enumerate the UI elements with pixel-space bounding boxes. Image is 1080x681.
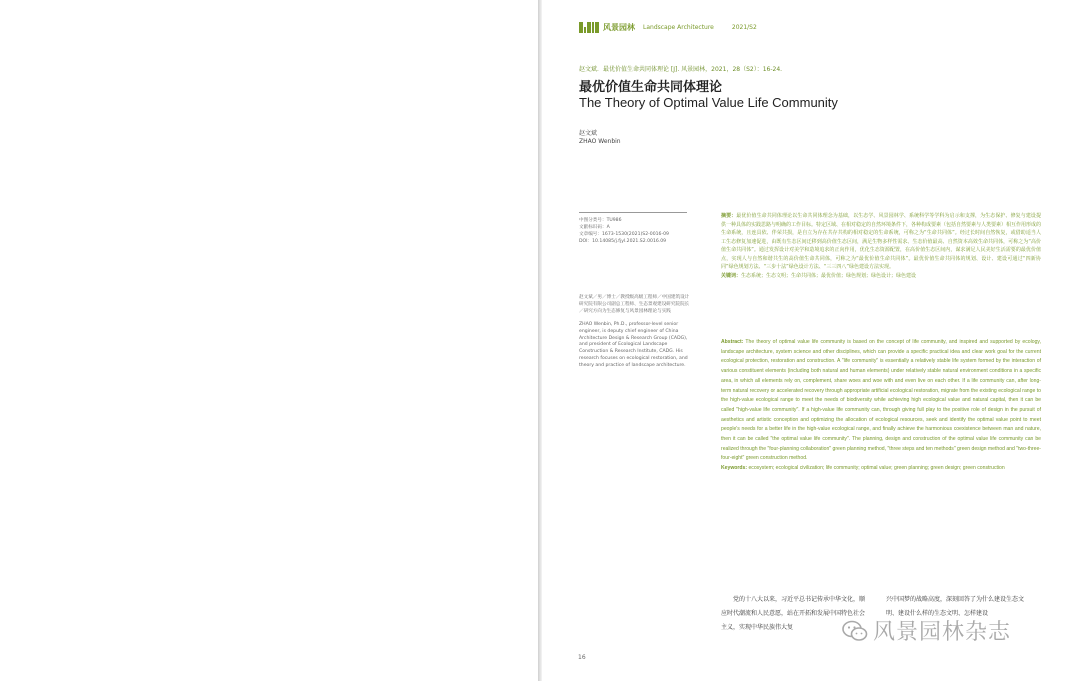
journal-logo [579, 22, 635, 33]
meta-line: 文献标识码：A [579, 225, 610, 230]
meta-line: DOI：10.14085/j.fjyl.2021.S2.0016.09 [579, 239, 667, 244]
abstract-label-en: Abstract: [721, 339, 744, 345]
abstract-cn [721, 212, 1041, 280]
journal-name-en: Landscape Architecture [643, 24, 714, 31]
abstract-label-cn: 摘要： [721, 213, 737, 219]
author-bio-cn: 赵文斌／男／博士／教授级高级工程师／中国建筑设计研究院有限公司副总工程师、生态景观建设研究院院长／研究方向为生态修复与风景园林理论与实践 [579, 295, 690, 314]
article-page [542, 0, 1080, 681]
blank-left-page [0, 0, 538, 681]
page-number: 16 [578, 654, 586, 661]
classification-meta [579, 217, 691, 245]
article-title-cn: 最优价值生命共同体理论 [579, 80, 723, 95]
keywords-label-en: Keywords: [721, 465, 748, 472]
abstract-text-cn: 最优价值生命共同体理论以生命共同体理念为基础，以生态学、风景园林学、系统科学等学科为启示和支撑，为生态保护、修复与建设提供一种具体的实践思路与明确的工作目标。特定区域、在相对稳定的自然环境条件下，各种构成要素（包括自然要素与人类要素）相互作用形成的生命系统，且连具依、伴荣共损，是自立为存在共存共构的相对稳定的生命系统，可称之为“生命共同体”。经过长时间自然恢复，或借助适当人工生态修复加速促进，由既有生态区间迁移到高价值生态区间，满足生物多样性需求、生态价值最高、自然资本高效生命共同体，可称之为“高价值生命共同体”。通过发挥设计对美学和造境追求的正向作用，优化生态资源配置，在高价值生态区间内，谋求满足人民美好生活需要的最优价值点，实现人与自然和谐共生的高价值生命共同体，可称之为“最优价值生命共同体”。最优价值生命共同体的规划、设计、建设可通过“四新协同”绿色规划方法、“三步十法”绿色设计方法、“三三四八”绿色建设方法实现。 [721, 213, 1042, 270]
abstract-text-en: The theory of optimal value life community is based on the concept of life community, and inspired and supported by ecology, landscape architecture, system science and other disciplines, which can provide a specific practical idea and clear work goal for the current ecological protection, restoration and construction. A "life community" is essentially a relatively stable life system formed by the interaction of various constituent elements (including both natural and human elements) under relatively stable natural environment conditions in a specific area, in which all elements rely on, complement, share woes and woe with and even live on each other. If a life community can, after long-term natural recovery or accelerated recovery through appropriate artificial ecological restoration, migrate from the existing ecological range to the high-value ecological range to meet the needs of biodiversity while achieving high ecological value and natural capital, then it can be called "high-value life community". If a high-value life community can, through giving full play to the positive role of design in the pursuit of aesthetics and artistic conception and optimizing the allocation of ecological resources, seek and identify the optimal value point to meet people's needs for a better life in the high-value ecological range, and finally achieve the harmonious coexistence between man and nature, then it can be called "the optimal value life community". The planning, design and construction of the optimal value life community can be realized through the "four-planning collaboration" green planning method, "three steps and ten methods" green design method and "two-three-four-eight" green construction method. [721, 339, 1041, 462]
watermark-text: 风景园林杂志 [873, 620, 1012, 645]
author-name-cn: 赵文斌 [579, 130, 598, 137]
body-text-column-2: 兴中国梦的战略高度，深刻回答了为什么建设生态文明、建设什么样的生态文明、怎样建设 [886, 596, 1025, 617]
citation: 赵文斌．最优价值生命共同体理论 [J]. 风景园林，2021，28（S2）：16-24. [579, 66, 783, 73]
journal-name-cn: 风景园林 [603, 23, 635, 32]
author-bio-en: ZHAO Wenbin, Ph.D., professor-level senior engineer, is deputy chief engineer of China Architecture Design & Research Group (CADG), and president of Ecological Landscape Construction & Research Institute, CADG. His research focuses on ecological restoration, and theory and practice of landscape architecture. [579, 322, 688, 368]
meta-line: 中图分类号：TU986 [579, 218, 622, 223]
keywords-en: ecosystem; ecological civilization; life community; optimal value; green planning; green design; green construction [748, 465, 1005, 472]
masthead [579, 22, 757, 33]
author-name-en: ZHAO Wenbin [579, 138, 621, 145]
watermark [842, 615, 1011, 646]
keywords-label-cn: 关键词： [721, 272, 742, 279]
wechat-icon [842, 620, 868, 642]
meta-line: 文章编号：1673-1530(2021)S2-0016-09 [579, 232, 669, 237]
meta-divider [579, 212, 687, 213]
keywords-cn: 生态系统；生态文明；生命共同体；最优价值；绿色规划；绿色设计；绿色建设 [741, 272, 917, 279]
journal-logo-icon [579, 22, 599, 33]
issue-number: 2021/S2 [731, 24, 757, 31]
article-title-en: The Theory of Optimal Value Life Community [579, 95, 838, 110]
body-text-column-1: 党的十八大以来，习近平总书记传承中华文化，顺应时代潮流和人民意愿，站在开拓和发展中国特色社会主义，实现中华民族伟大复 [721, 596, 866, 631]
abstract-en [721, 338, 1041, 474]
